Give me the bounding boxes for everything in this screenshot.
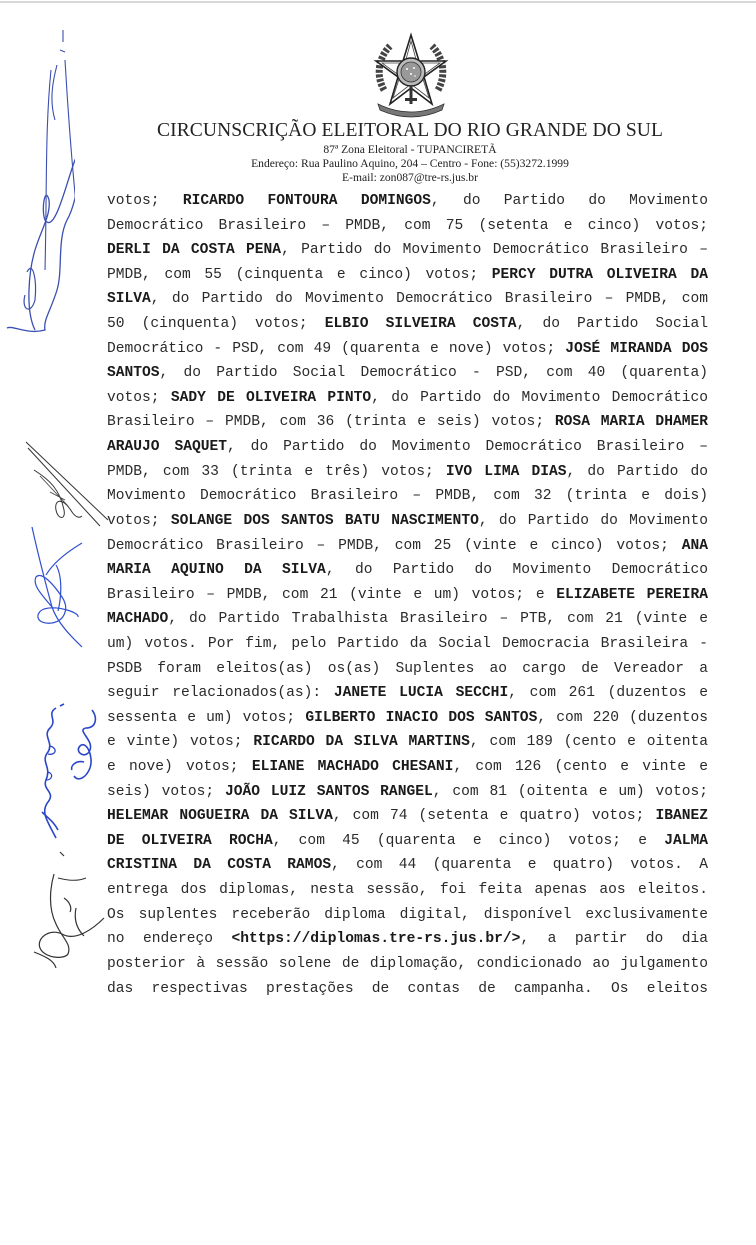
text-segment: votos; xyxy=(107,193,183,209)
text-segment: 50 (cinquenta) votos; xyxy=(107,316,325,333)
text-line xyxy=(107,361,708,386)
electoral-zone: 87ª Zona Eleitoral - TUPANCIRETÃ xyxy=(323,143,497,156)
text-segment: Brasileiro – PMDB, com 36 (trinta e seis) votos; xyxy=(107,414,555,431)
text-segment: no endereço xyxy=(107,931,232,948)
candidate-name: ARAUJO SAQUET xyxy=(107,439,228,456)
text-segment: PMDB, com 33 (trinta e três) votos; xyxy=(107,463,446,480)
margin-signature-1 xyxy=(5,10,75,340)
margin-signature-4 xyxy=(28,702,68,842)
text-line xyxy=(107,583,708,608)
text-segment: , com 45 (quarenta e cinco) votos; e xyxy=(272,832,665,849)
text-line xyxy=(107,410,708,435)
office-address: Endereço: Rua Paulino Aquino, 204 – Centro - Fone: (55)3272.1999 xyxy=(251,157,569,170)
text-line xyxy=(107,804,708,829)
text-segment: , do Partido do xyxy=(566,463,709,480)
text-line xyxy=(107,632,708,657)
text-line xyxy=(107,755,708,780)
candidate-name: DE OLIVEIRA ROCHA xyxy=(107,832,273,849)
text-segment: , do Partido do Movimento Democrático Brasileiro – xyxy=(227,439,708,456)
text-line xyxy=(107,780,708,805)
text-segment: posterior à sessão solene de diplomação, condicionado ao julgamento xyxy=(107,955,708,972)
text-line xyxy=(107,607,708,632)
candidate-name: ANA xyxy=(681,537,708,554)
text-line xyxy=(107,337,708,362)
text-segment: Democrático Brasileiro – PMDB, com 25 (vinte e cinco) votos; xyxy=(107,537,682,554)
candidate-name: SADY DE OLIVEIRA PINTO xyxy=(170,389,372,406)
text-line xyxy=(107,238,708,263)
text-line xyxy=(107,484,708,509)
text-segment: e vinte) votos; xyxy=(107,734,254,751)
office-email: E-mail: zon087@tre-rs.jus.br xyxy=(342,171,478,184)
text-segment: , com 74 (setenta e quatro) votos; xyxy=(332,808,656,825)
text-segment: , com 261 (duzentos e xyxy=(508,685,708,702)
text-segment: , do Partido do Movimento xyxy=(478,512,708,529)
text-segment: das respectivas prestações de contas de campanha. Os eleitos xyxy=(107,980,708,997)
candidate-name: MARIA AQUINO DA SILVA xyxy=(107,562,326,579)
text-segment: Democrático Brasileiro – PMDB, com 75 (setenta e cinco) votos; xyxy=(107,217,708,234)
text-segment: , do Partido Social xyxy=(516,316,709,333)
text-segment: e nove) votos; xyxy=(107,759,252,776)
text-segment: , com 220 (duzentos xyxy=(537,709,708,726)
candidate-name: RICARDO FONTOURA DOMINGOS xyxy=(182,193,431,209)
text-line xyxy=(107,534,708,559)
text-segment: PMDB, com 55 (cinquenta e cinco) votos; xyxy=(107,266,492,283)
margin-signature-3 xyxy=(22,525,92,655)
text-line xyxy=(107,927,708,952)
text-line xyxy=(107,706,708,731)
text-segment: , com 44 (quarenta e quatro) votos. A xyxy=(331,857,708,874)
candidate-name: PERCY DUTRA OLIVEIRA DA xyxy=(491,266,708,283)
text-segment: seguir relacionados(as): xyxy=(107,685,334,702)
text-line xyxy=(107,558,708,583)
text-segment: Os suplentes receberão diploma digital, disponível exclusivamente xyxy=(107,906,708,923)
text-line xyxy=(107,977,708,1002)
candidate-name: JOÃO LUIZ SANTOS RANGEL xyxy=(225,783,433,800)
margin-signature-2 xyxy=(20,440,110,530)
text-line xyxy=(107,730,708,755)
text-line xyxy=(107,460,708,485)
candidate-name: RICARDO DA SILVA MARTINS xyxy=(253,734,470,751)
minutes-body-text xyxy=(107,189,708,1001)
candidate-name: SOLANGE DOS SANTOS BATU NASCIMENTO xyxy=(170,512,479,529)
text-line xyxy=(107,386,708,411)
text-segment: , do Partido Trabalhista Brasileiro – PTB, com 21 (vinte e xyxy=(168,611,708,628)
candidate-name: ELBIO SILVEIRA COSTA xyxy=(324,316,517,333)
text-line xyxy=(107,287,708,312)
candidate-name: MACHADO xyxy=(107,611,169,628)
text-line xyxy=(107,657,708,682)
text-segment: sessenta e um) votos; xyxy=(107,709,306,726)
text-segment: , Partido do Movimento Democrático Brasileiro – xyxy=(281,242,708,259)
text-segment: , do Partido do Movimento Democrático xyxy=(325,562,708,579)
margin-signature-5 xyxy=(64,706,100,786)
candidate-name: JOSÉ MIRANDA DOS xyxy=(565,340,708,357)
candidate-name: SILVA xyxy=(107,291,151,308)
text-segment: votos; xyxy=(107,512,171,529)
margin-signature-6 xyxy=(14,848,114,968)
text-line xyxy=(107,509,708,534)
candidate-name: IVO LIMA DIAS xyxy=(445,463,567,480)
text-segment: , com 189 (cento e oitenta xyxy=(469,734,709,751)
candidate-name: CRISTINA DA COSTA RAMOS xyxy=(107,857,332,874)
candidate-name: JALMA xyxy=(664,832,708,849)
page-top-edge xyxy=(0,1,756,3)
text-segment: , com 126 (cento e vinte e xyxy=(453,759,709,776)
text-segment: seis) votos; xyxy=(107,783,226,800)
candidate-name: JANETE LUCIA SECCHI xyxy=(333,685,509,702)
candidate-name: DERLI DA COSTA PENA xyxy=(107,242,282,259)
text-line xyxy=(107,435,708,460)
text-segment: PSDB foram eleitos(as) os(as) Suplentes ao cargo de Vereador a xyxy=(107,660,708,677)
text-segment: entrega dos diplomas, nesta sessão, foi feita apenas aos eleitos. xyxy=(107,882,708,899)
text-segment: Democrático - PSD, com 49 (quarenta e nove) votos; xyxy=(107,340,566,357)
candidate-name: ELIANE MACHADO CHESANI xyxy=(251,759,454,776)
text-segment: , com 81 (oitenta e um) votos; xyxy=(432,783,708,800)
text-segment: um) votos. Por fim, pelo Partido da Social Democracia Brasileira - xyxy=(107,635,708,652)
text-line xyxy=(107,312,708,337)
text-line xyxy=(107,878,708,903)
coat-of-arms-icon xyxy=(370,32,452,118)
text-line xyxy=(107,829,708,854)
candidate-name: SANTOS xyxy=(107,365,160,382)
text-line xyxy=(107,681,708,706)
text-line xyxy=(107,903,708,928)
candidate-name: GILBERTO INACIO DOS SANTOS xyxy=(305,709,538,726)
candidate-name: HELEMAR NOGUEIRA DA SILVA xyxy=(107,808,333,825)
text-segment: Brasileiro – PMDB, com 21 (vinte e um) votos; e xyxy=(107,586,557,603)
candidate-name: ROSA MARIA DHAMER xyxy=(554,414,708,431)
text-segment: , do Partido Social Democrático - PSD, com 40 (quarenta) xyxy=(159,365,708,382)
text-segment: , do Partido do Movimento xyxy=(430,193,708,209)
text-line xyxy=(107,189,708,214)
text-segment: , do Partido do Movimento Democrático xyxy=(371,389,708,406)
text-line xyxy=(107,214,708,239)
text-line xyxy=(107,952,708,977)
text-segment: , a partir do dia xyxy=(520,931,709,948)
candidate-name: <https://diplomas.tre-rs.jus.br/> xyxy=(231,931,521,948)
candidate-name: IBANEZ xyxy=(655,808,708,825)
text-line xyxy=(107,853,708,878)
text-segment: votos; xyxy=(107,389,171,406)
text-segment: Movimento Democrático Brasileiro – PMDB, com 32 (trinta e dois) xyxy=(107,488,708,505)
document-title: CIRCUNSCRIÇÃO ELEITORAL DO RIO GRANDE DO SUL xyxy=(157,120,663,141)
text-segment: , do Partido do Movimento Democrático Brasileiro – PMDB, com xyxy=(150,291,708,308)
text-line xyxy=(107,263,708,288)
candidate-name: ELIZABETE PEREIRA xyxy=(556,586,708,603)
